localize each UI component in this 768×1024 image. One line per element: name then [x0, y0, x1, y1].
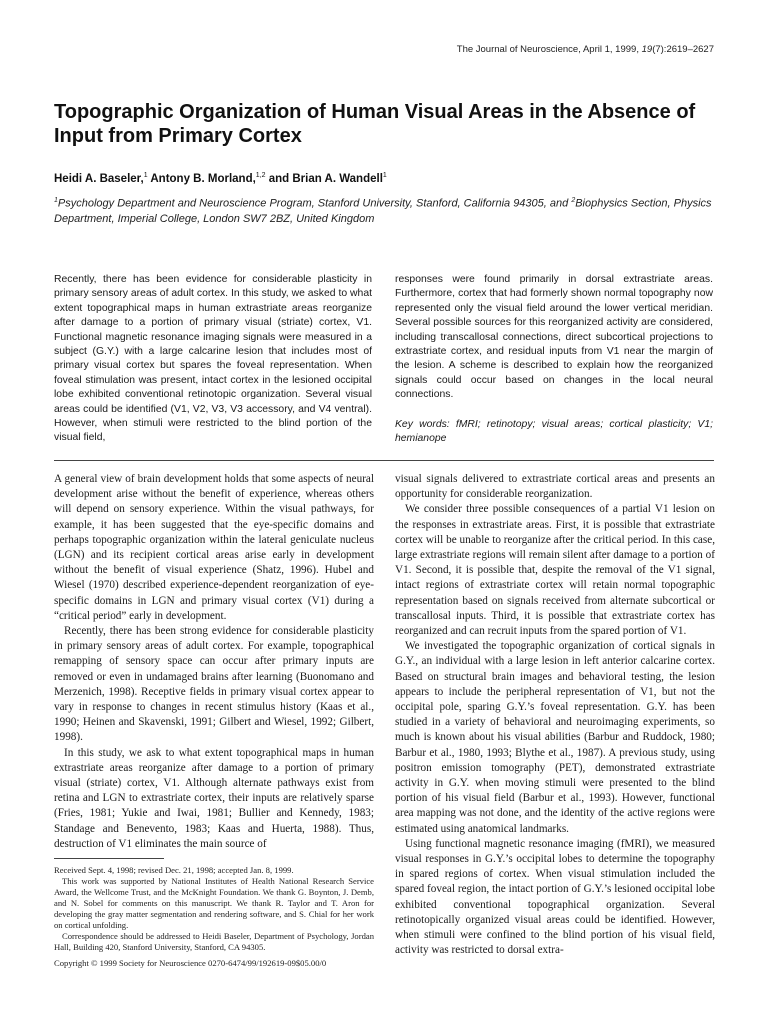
article-title: Topographic Organization of Human Visual Areas in the Absence of Input from Primary Cortex [54, 101, 696, 147]
received-dates: Received Sept. 4, 1998; revised Dec. 21, 1998; accepted Jan. 8, 1999. [54, 865, 294, 875]
journal-header: The Journal of Neuroscience, April 1, 1999, 19(7):2619–2627 [456, 44, 714, 55]
author-name: Antony B. Morland, [147, 172, 256, 185]
correspondence-note: Correspondence should be addressed to Heidi Baseler, Department of Psychology, Jordan Hall, Building 420, Stanford University, Stanford, CA 94305. [54, 931, 374, 952]
keywords: Key words: fMRI; retinotopy; visual areas; cortical plasticity; V1; hemianope [395, 419, 713, 445]
paragraph: Using functional magnetic resonance imaging (fMRI), we measured visual responses in G.Y.’s occipital lobes to determine the topography in spared regions of cortex. When visual stimulation included the spared foveal region, the intact portion of G.Y.’s lesioned occipital lobe exhibited conventional topographical organization. Several retinotopically organized visual areas could be identified. However, when stimuli were confined to the blind portion of his visual field, activity was restricted to dorsal extra- [395, 837, 715, 957]
author-list: Heidi A. Baseler,$^1$ Antony B. Morland,$^{1,2}$ and Brian A. Wandell$^1$ [54, 172, 387, 185]
paragraph: We investigated the topographic organization of cortical signals in G.Y., an individual with a large lesion in left anterior calcarine cortex. Based on structural brain images and behavioral testing, the lesion appears to include the peripheral representation of V1, but not the occipital pole, sparing G.Y.’s foveal representation. G.Y. has been studied in a variety of behavioral and neuroimaging experiments, so much is known about his visual abilities (Barbur and Ruddock, 1980; Barbur et al., 1980, 1993; Blythe et al., 1987). A previous study, using positron emission tomography (PET), demonstrated extrastriate activity in G.Y. when moving stimuli were presented to the blind portion of his visual field (Barbur et al., 1993). However, functional area mapping was not done, and the identity of the active regions were estimated using anatomical landmarks. [395, 640, 715, 835]
funding-note: This work was supported by National Institutes of Health National Research Service Award, the Wellcome Trust, and the McKnight Foundation. We thank G. Boynton, J. Demb, and N. Sobel for comments on this manuscript. We thank R. Taylor and T. Aron for developing the gray matter segmentation and rendering software, and S. Chial for her work on cortical unfolding. [54, 876, 374, 930]
author-name: Heidi A. Baseler, [54, 172, 144, 185]
abstract-left: Recently, there has been evidence for considerable plasticity in primary sensory areas of adult cortex. In this study, we asked to what extent topographical maps in human extrastriate areas reorganize after damage to a portion of primary visual (striate) cortex, V1. Functional magnetic resonance imaging signals were measured in a subject (G.Y.) with a large calcarine lesion that includes most of primary visual cortex but spares the foveal representation. When foveal stimulation was present, intact cortex in the lesioned occipital lobe exhibited conventional retinotopic organization. Several visual areas could be identified (V1, V2, V3, V3 accessory, and V4 ventral). However, when stimuli were restricted to the blind portion of the visual field, [54, 274, 372, 444]
abstract-right: responses were found primarily in dorsal extrastriate areas. Furthermore, cortex that had formerly shown normal topography now represented only the visual field around the lower vertical meridian. Several possible sources for this reorganized activity are considered, including transcallosal connections, direct subcortical projections to extrastriate cortex, and residual inputs from V1 near the margin of the lesion. A scheme is described to explain how the reorganized signals could occur based on changes in the local neural connections. [395, 274, 713, 401]
paragraph: Recently, there has been strong evidence for considerable plasticity in primary sensory areas of adult cortex. For example, topographical remapping of sensory space can occur after primary inputs are removed or even in undamaged brains after learning (Buonomano and Merzenich, 1998). Receptive fields in primary visual cortex appear to vary in response to changes in recent stimulus history (Kaas et al., 1990; Heinen and Skavenski, 1991; Gilbert and Wiesel, 1992; Gilbert, 1998). [54, 625, 374, 744]
footnote-divider [54, 858, 164, 859]
body-column-right [395, 472, 715, 959]
footnotes [54, 865, 374, 969]
abstract-divider [54, 460, 714, 461]
paragraph: We consider three possible consequences of a partial V1 lesion on the responses in extrastriate areas. First, it is possible that extrastriate cortex will be unable to reorganize after the critical period. In this case, large extrastriate regions will remain silent after damage to a portion of V1. Second, it is possible that, despite the removal of the V1 signal, intact regions of extrastriate cortex will retain normal topographic representation based on signals received from alternate subcortical or transcallosal inputs. Third, it is possible that extrastriate cortex has reorganized and can recruit inputs from the spared portion of V1. [395, 503, 715, 638]
body-column-left [54, 472, 374, 852]
copyright-line: Copyright © 1999 Society for Neuroscience 0270-6474/99/192619-09$05.00/0 [54, 958, 327, 968]
affiliations: $^1$Psychology Department and Neuroscience Program, Stanford University, Stanford, California 94305, and $^2$Biophysics Section, Physics Department, Imperial College, London SW7 2BZ, United Kingdom [54, 197, 712, 225]
author-name: and Brian A. Wandell [265, 172, 383, 185]
paragraph: In this study, we ask to what extent topographical maps in human extrastriate areas reorganize after damage to a portion of primary visual (striate) cortex, V1. Although alternate pathways exist from retina and LGN to extrastriate cortex, their inputs are relatively sparse (Fries, 1981; Yukie and Iwai, 1981; Bullier and Kennedy, 1983; Standage and Benevento, 1983; Kaas and Huerta, 1988). Thus, destruction of V1 eliminates the main source of [54, 746, 374, 850]
paragraph: visual signals delivered to extrastriate cortical areas and presents an opportunity for considerable reorganization. [395, 473, 715, 501]
paragraph: A general view of brain development holds that some aspects of neural development arise without the benefit of experience, whereas others will depend on sensory experience. Within the visual pathways, for example, it has been suggested that the eye-specific domains and perhaps topographic organization within the lateral geniculate nucleus (LGN) and its recipient cortical areas arise early in development without the benefit of visual experience (Shatz, 1996). Hubel and Wiesel (1970) described experience-dependent reorganization of eye-specific domains in LGN and primary visual cortex (V1) during a “critical period” early in development. [54, 473, 374, 622]
